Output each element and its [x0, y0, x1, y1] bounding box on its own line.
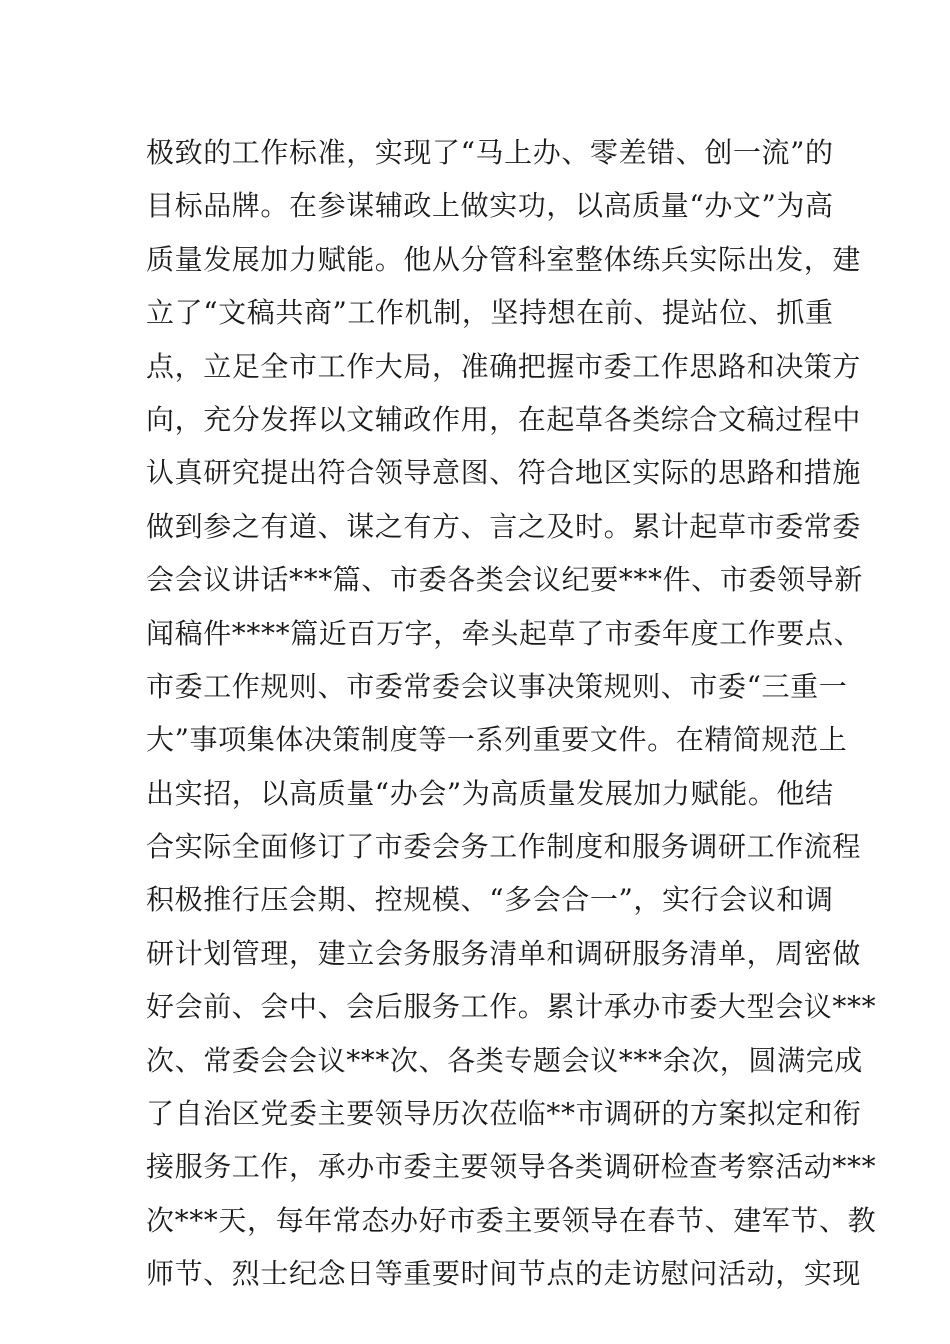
text-line: 次、常委会会议***次、各类专题会议***余次，圆满完成	[146, 1043, 863, 1077]
text-line: 了自治区党委主要领导历次莅临**市调研的方案拟定和衔	[146, 1097, 862, 1131]
text-line: 出实招，以高质量“办会”为高质量发展加力赋能。他结	[146, 776, 834, 810]
text-line: 市委工作规则、市委常委会议事决策规则、市委“三重一	[146, 669, 848, 703]
text-line: 闻稿件****篇近百万字，牵头起草了市委年度工作要点、	[146, 616, 863, 650]
text-line: 做到参之有道、谋之有方、言之及时。累计起草市委常委	[146, 509, 862, 543]
text-line: 目标品牌。在参谋辅政上做实功，以高质量“办文”为高	[146, 189, 834, 223]
text-line: 合实际全面修订了市委会务工作制度和服务调研工作流程	[146, 830, 862, 864]
body-text	[146, 132, 877, 1307]
text-line: 研计划管理，建立会务服务清单和调研服务清单，周密做	[146, 936, 862, 970]
text-line: 立了“文稿共商”工作机制，坚持想在前、提站位、抓重	[146, 296, 834, 330]
text-line: 会会议讲话***篇、市委各类会议纪要***件、市委领导新	[146, 563, 863, 597]
text-line: 好会前、会中、会后服务工作。累计承办市委大型会议***	[146, 990, 877, 1024]
text-line: 质量发展加力赋能。他从分管科室整体练兵实际出发，建	[146, 242, 862, 276]
text-line: 师节、烈士纪念日等重要时间节点的走访慰问活动，实现	[146, 1257, 862, 1291]
text-line: 积极推行压会期、控规模、“多会合一”，实行会议和调	[146, 883, 834, 917]
text-line: 极致的工作标准，实现了“马上办、零差错、创一流”的	[146, 136, 834, 169]
text-line: 次***天，每年常态办好市委主要领导在春节、建军节、教	[146, 1203, 877, 1237]
text-line: 认真研究提出符合领导意图、符合地区实际的思路和措施	[146, 456, 862, 490]
text-line: 接服务工作，承办市委主要领导各类调研检查考察活动***	[146, 1150, 877, 1184]
text-line: 点，立足全市工作大局，准确把握市委工作思路和决策方	[146, 349, 862, 383]
text-line: 向，充分发挥以文辅政作用，在起草各类综合文稿过程中	[146, 402, 862, 436]
text-line: 大”事项集体决策制度等一系列重要文件。在精简规范上	[146, 723, 848, 757]
